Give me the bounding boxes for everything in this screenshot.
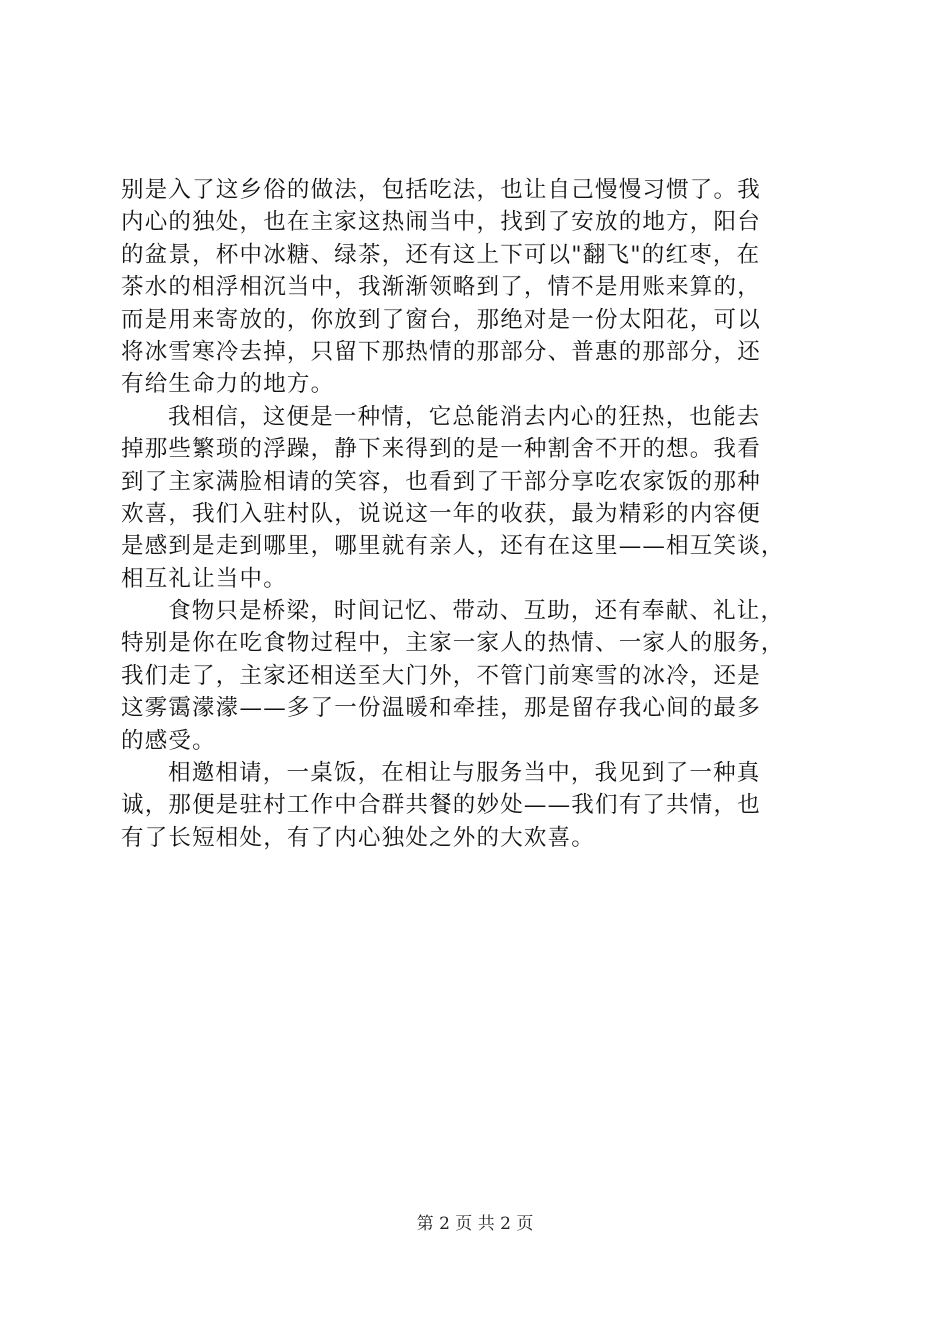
text-line: 是感到是走到哪里，哪里就有亲人，还有在这里——相互笑谈，	[121, 533, 785, 560]
paragraph-start-line: 相邀相请，一桌饭，在相让与服务当中，我见到了一种真	[168, 760, 761, 787]
text-line: 别是入了这乡俗的做法，包括吃法，也让自己慢慢习惯了。我	[121, 177, 761, 203]
text-line: 而是用来寄放的，你放到了窗台，那绝对是一份太阳花，可以	[121, 306, 761, 333]
article-body	[121, 174, 839, 854]
text-line: 特别是你在吃食物过程中，主家一家人的热情、一家人的服务，	[121, 630, 785, 657]
paragraph-start-line: 食物只是桥梁，时间记忆、带动、互助，还有奉献、礼让，	[168, 598, 785, 625]
text-line: 有给生命力的地方。	[121, 371, 335, 398]
page-footer	[0, 1213, 950, 1235]
text-line: 的感受。	[121, 727, 216, 754]
text-line: 欢喜，我们入驻村队，说说这一年的收获，最为精彩的内容便	[121, 500, 761, 527]
text-line: 相互礼让当中。	[121, 565, 287, 592]
text-line: 到了主家满脸相请的笑容，也看到了干部分享吃农家饭的那种	[121, 468, 761, 495]
text-line: 的盆景，杯中冰糖、绿茶，还有这上下可以"翻飞"的红枣，在	[121, 241, 761, 268]
text-line: 将冰雪寒冷去掉，只留下那热情的那部分、普惠的那部分，还	[121, 338, 761, 365]
text-line: 内心的独处，也在主家这热闹当中，找到了安放的地方，阳台	[121, 209, 761, 236]
text-line: 掉那些繁琐的浮躁，静下来得到的是一种割舍不开的想。我看	[121, 436, 761, 463]
text-line: 茶水的相浮相沉当中，我渐渐领略到了，情不是用账来算的，	[121, 274, 761, 301]
page-number: 第 2 页 共 2 页	[416, 1214, 534, 1234]
text-line: 这雾霭濛濛——多了一份温暖和牵挂，那是留存我心间的最多	[121, 695, 761, 722]
paragraph-start-line: 我相信，这便是一种情，它总能消去内心的狂热，也能去	[168, 403, 761, 430]
text-line: 我们走了，主家还相送至大门外，不管门前寒雪的冰冷，还是	[121, 662, 761, 689]
text-line: 诚，那便是驻村工作中合群共餐的妙处——我们有了共情，也	[121, 792, 761, 819]
text-line: 有了长短相处，有了内心独处之外的大欢喜。	[121, 824, 596, 851]
